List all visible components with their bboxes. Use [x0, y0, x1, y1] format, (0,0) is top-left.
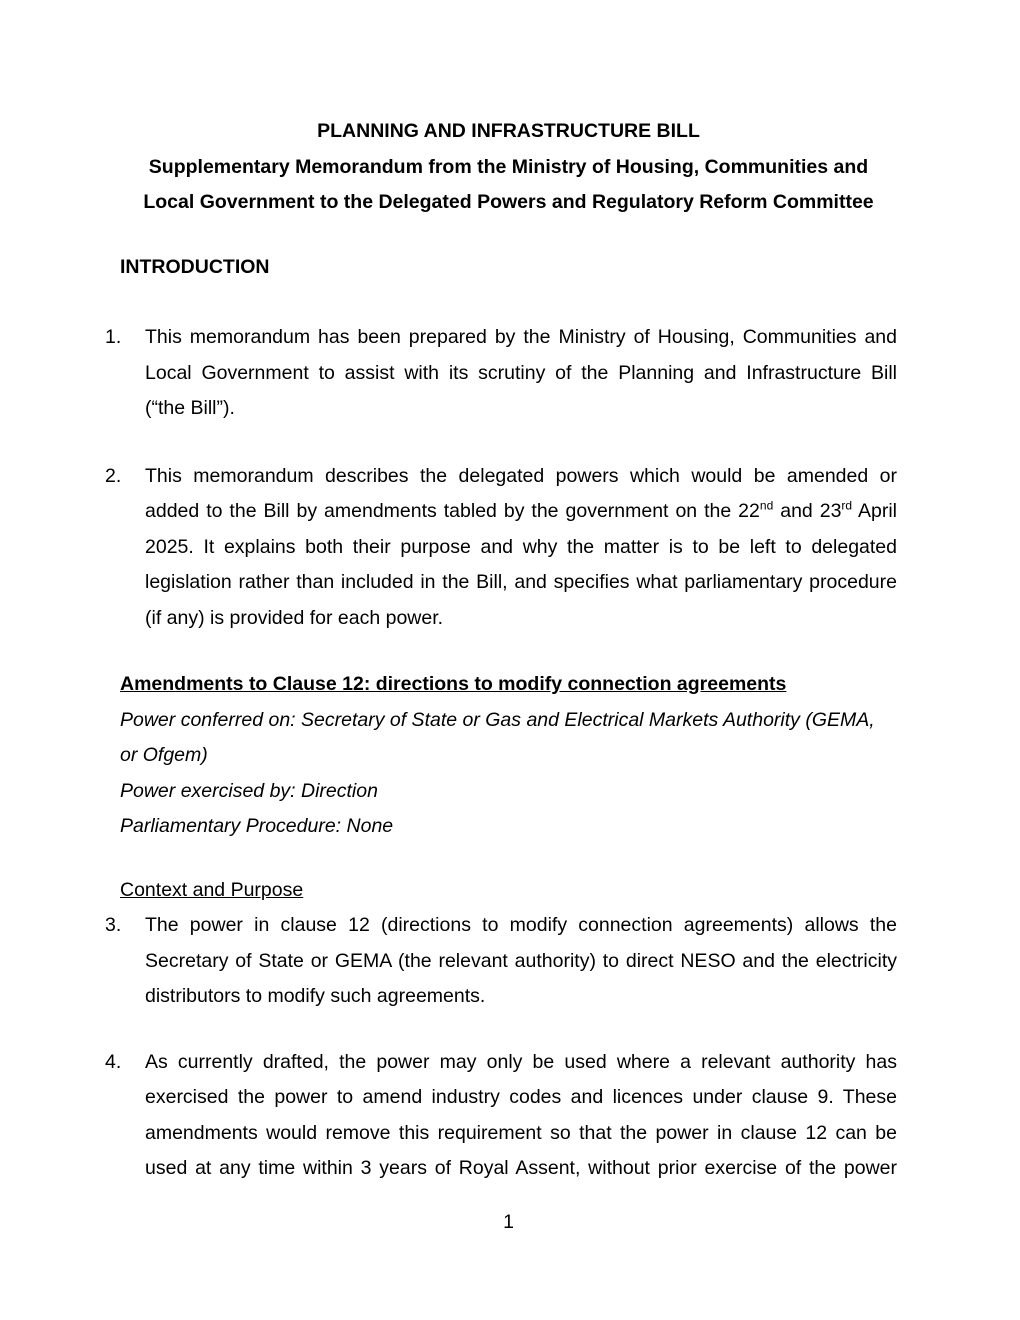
paragraph-4-line: used at any time within 3 years of Royal Assent, without prior exercise of the power: [145, 1157, 897, 1179]
paragraph-1-body: [145, 320, 897, 427]
paragraph-3-line: Secretary of State or GEMA (the relevant authority) to direct NESO and the electricity: [145, 949, 897, 972]
document-title-line-3: Local Government to the Delegated Powers and Regulatory Reform Committee: [143, 191, 874, 213]
paragraph-4-body: [145, 1045, 897, 1187]
paragraph-2-line2-text: April: [852, 500, 897, 522]
paragraph-2-line: (if any) is provided for each power.: [145, 606, 444, 629]
paragraph-3-body: [145, 908, 897, 1015]
paragraph-1-line: (“the Bill”).: [145, 397, 235, 419]
document-title: [120, 114, 897, 221]
paragraph-2: [105, 459, 897, 637]
paragraph-3-line: The power in clause 12 (directions to modify connection agreements) allows the: [145, 914, 897, 936]
paragraph-3: [105, 908, 897, 1015]
paragraph-2-line: This memorandum describes the delegated powers which would be amended or: [145, 464, 897, 487]
paragraph-4-line: exercised the power to amend industry codes and licences under clause 9. These: [145, 1086, 897, 1108]
power-conferred-line: or Ofgem): [120, 744, 208, 766]
paragraph-1: [105, 320, 897, 427]
paragraph-2-line: 2025. It explains both their purpose and why the matter is to be left to delegated: [145, 535, 897, 558]
clause-12-heading: Amendments to Clause 12: directions to modify connection agreements: [120, 673, 787, 695]
paragraph-1-line: This memorandum has been prepared by the Ministry of Housing, Communities and: [145, 326, 897, 348]
paragraph-3-number: 3.: [105, 914, 122, 936]
paragraph-2-line2-text: and 23: [773, 500, 842, 522]
paragraph-2-line2-text: added to the Bill by amendments tabled by the government on the 22: [145, 500, 760, 522]
power-details-block: [120, 703, 897, 845]
paragraph-3-line: distributors to modify such agreements.: [145, 985, 486, 1007]
paragraph-4-number: 4.: [105, 1050, 122, 1073]
page-number: 1: [503, 1210, 514, 1233]
ordinal-superscript: nd: [759, 498, 774, 513]
paragraph-2-number: 2.: [105, 464, 122, 487]
ordinal-superscript: rd: [841, 498, 853, 513]
context-and-purpose-heading: Context and Purpose: [120, 878, 304, 901]
parliamentary-procedure-line: Parliamentary Procedure: None: [120, 815, 394, 837]
paragraph-4-line: As currently drafted, the power may only be used where a relevant authority has: [145, 1050, 897, 1073]
paragraph-2-line: legislation rather than included in the Bill, and specifies what parliamentary procedure: [145, 571, 897, 593]
document-title-line-1: PLANNING AND INFRASTRUCTURE BILL: [317, 120, 700, 142]
paragraph-1-number: 1.: [105, 326, 122, 348]
paragraph-2-line: [145, 494, 897, 530]
paragraph-1-line: Local Government to assist with its scrutiny of the Planning and Infrastructure Bill: [145, 361, 897, 384]
power-exercised-line: Power exercised by: Direction: [120, 779, 378, 802]
document-title-line-2: Supplementary Memorandum from the Ministry of Housing, Communities and: [148, 155, 869, 178]
paragraph-4: [105, 1045, 897, 1187]
introduction-heading: INTRODUCTION: [120, 255, 270, 278]
power-conferred-line: Power conferred on: Secretary of State or Gas and Electrical Markets Authority (GEMA,: [120, 708, 875, 731]
paragraph-4-line: amendments would remove this requirement so that the power in clause 12 can be: [145, 1121, 897, 1144]
paragraph-2-body: [145, 459, 897, 637]
